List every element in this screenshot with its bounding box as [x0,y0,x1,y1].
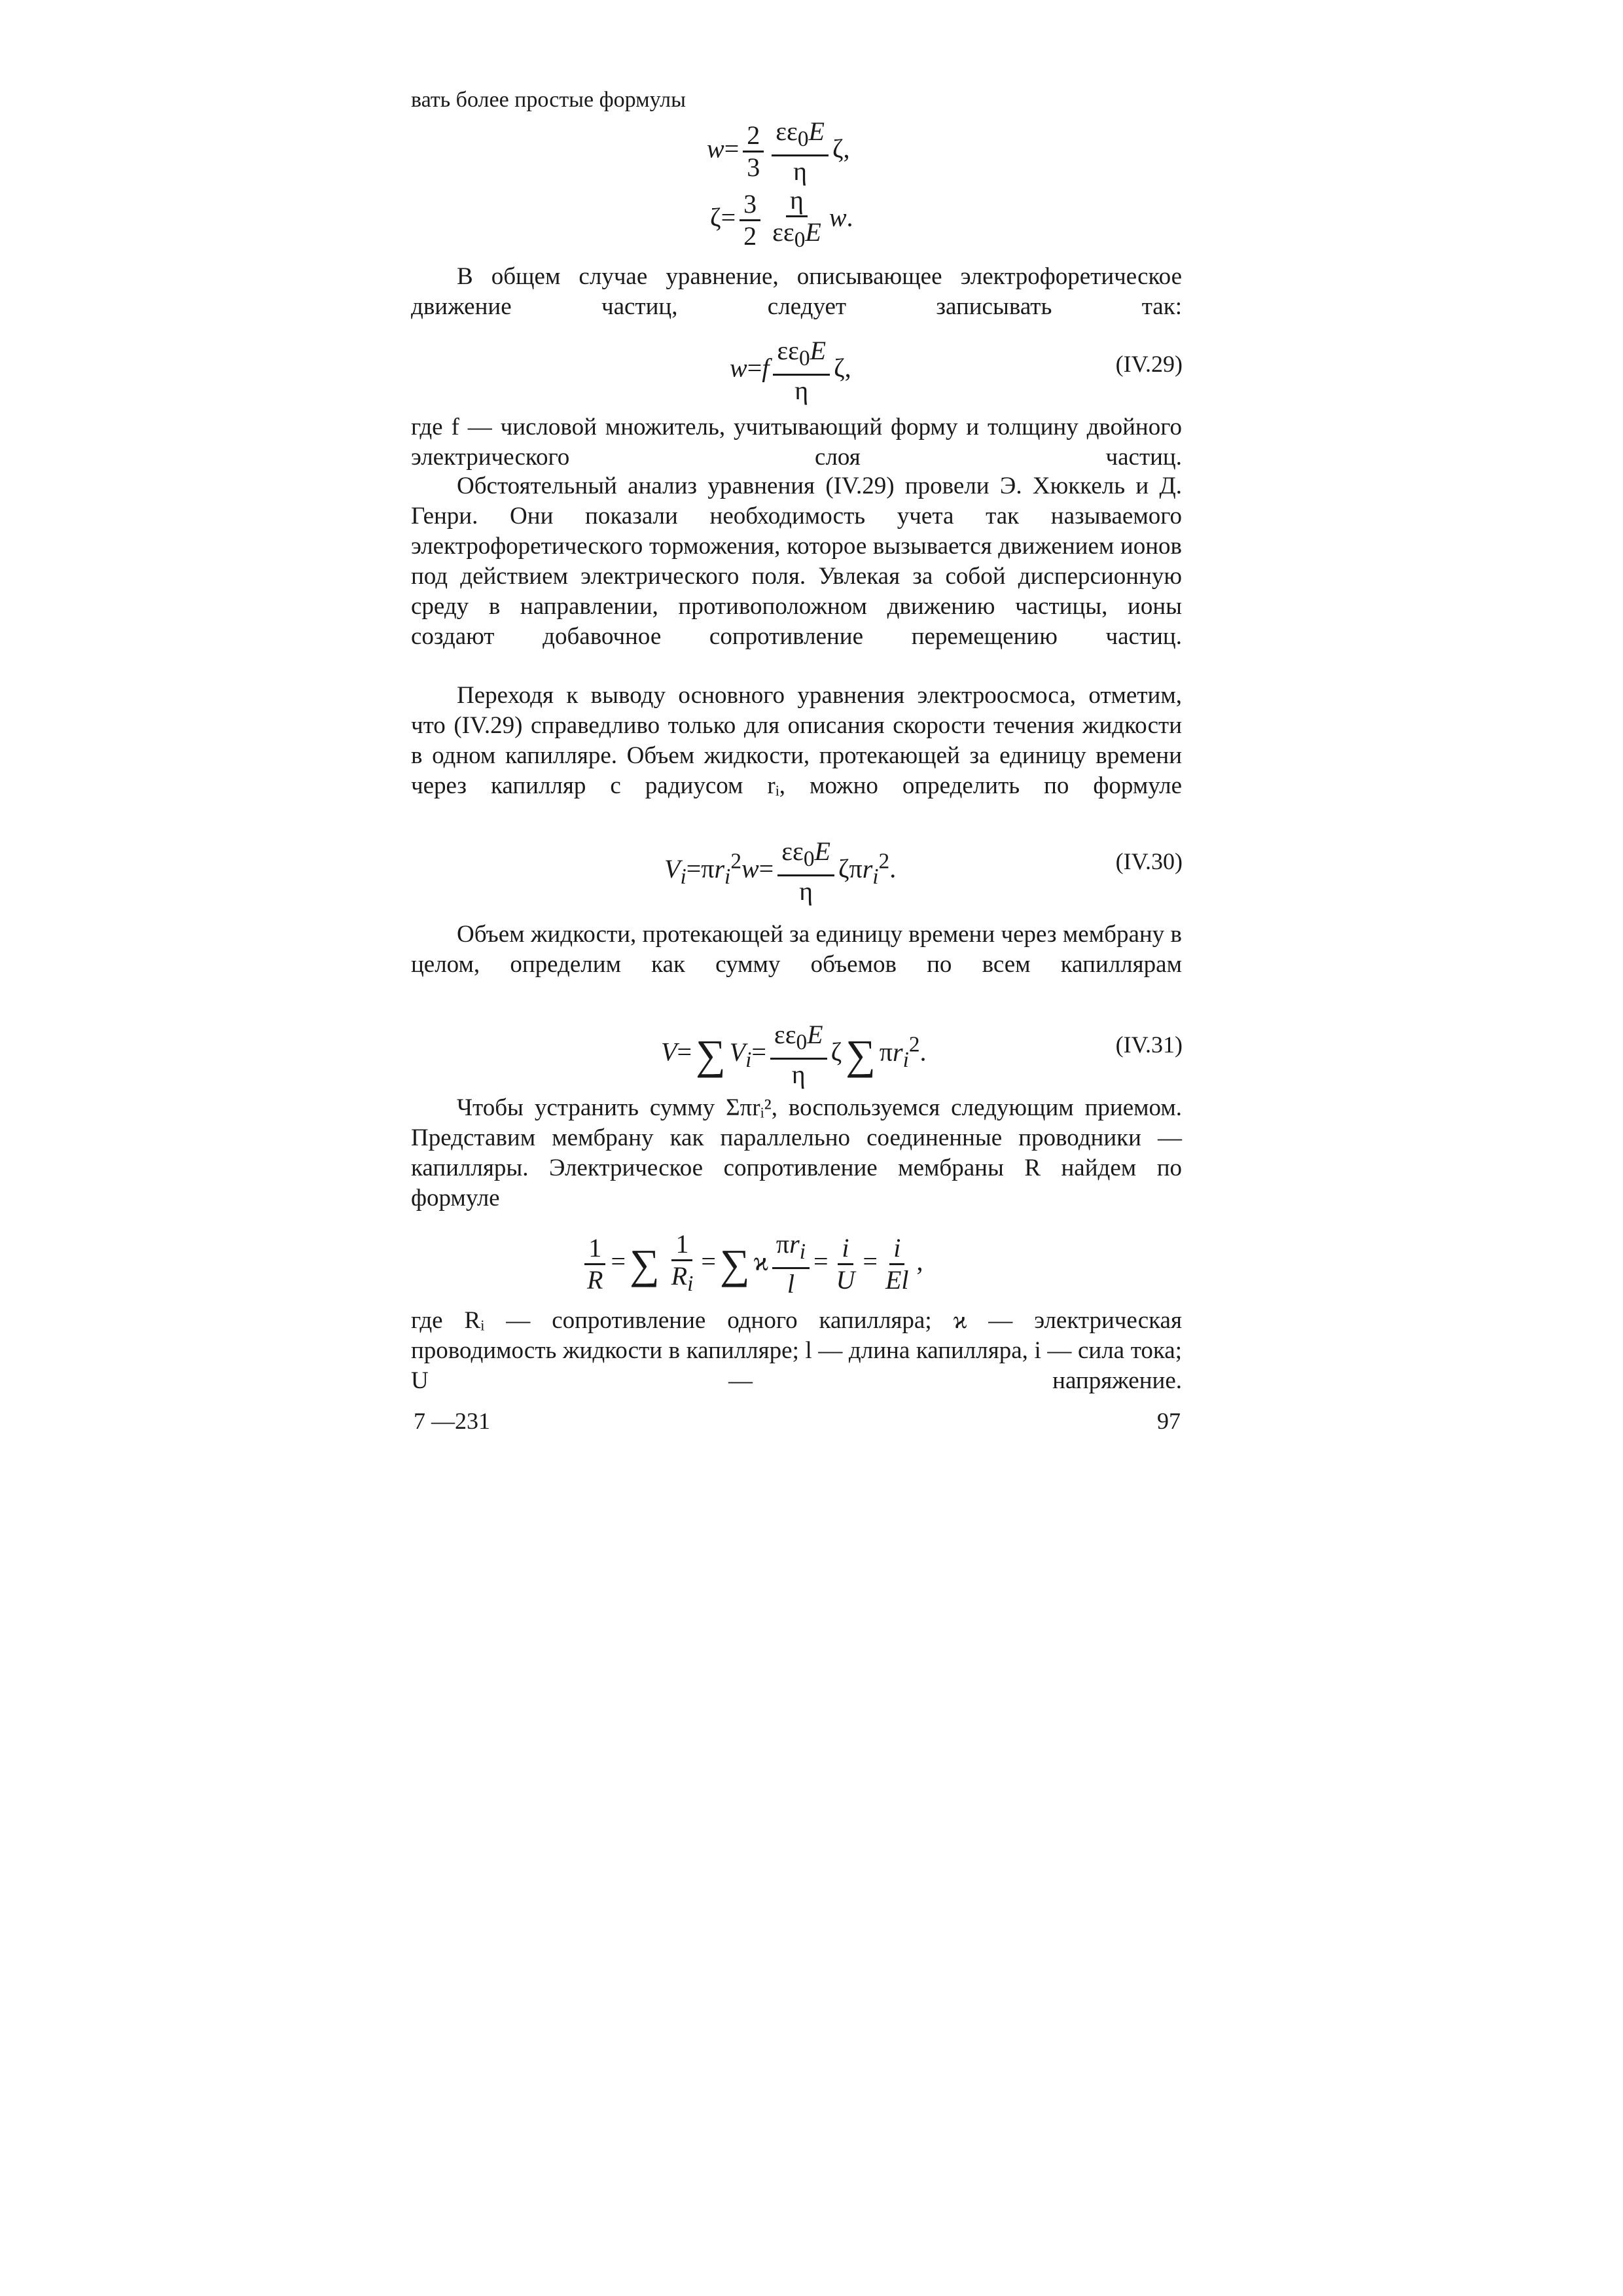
paragraph-f-definition: где f — числовой множитель, учитывающий форму и толщину двойного электрического слоя частиц. [411,414,1182,471]
formula-zeta: ζ= $\frac{3}{2}$ $\frac{\eta}{\varepsilon\varepsilon_0E}$ w. [710,185,853,252]
paragraph-electroosmosis: Переходя к выводу основного уравнения электроосмоса, отметим, что (IV.29) справедливо только для описания скорости течения жидкости в одном капилляре. Объем жидкости, протекающей за единицу времени через капилляр с радиусом rᵢ, можно определить по формуле [411,682,1182,799]
formula-iv30: $V_i=\pi r_i^2w=$ $\frac{\varepsilon\varepsilon_0E}{\eta}$ ζπr$_i^2$. [664,836,897,906]
page-number: 97 [1157,1408,1181,1434]
formula-resistance: $\frac{1}{R}$ =∑ $\frac{1}{R_i}$ =∑ ϰ $\frac{\pi r_i}{l}$ = $\frac{i}{U}$ = $\frac{i}{El}$ , [579,1230,923,1298]
equation-number-iv31: (IV.31) [1115,1031,1183,1058]
equation-number-iv29: (IV.29) [1115,351,1183,377]
signature-mark: 7 —231 [414,1408,490,1434]
formula-w: w= $\frac{2}{3}$ $\frac{\varepsilon\varepsilon_0E}{\eta}$ ζ, [707,117,850,186]
paragraph-membrane-volume: Объем жидкости, протекающей за единицу времени через мембрану в целом, определим как сумму объемов по всем капиллярам [411,921,1182,978]
paragraph-definitions: где Rᵢ — сопротивление одного капилляра; ϰ — электрическая проводимость жидкости в капилляре; l — длина капилляра, i — сила тока; U — напряжение. [411,1307,1182,1394]
paragraph-general-case: В общем случае уравнение, описывающее электрофоретическое движение частиц, следует записывать так: [411,263,1182,320]
equation-number-iv30: (IV.30) [1115,848,1183,874]
paragraph-resistance: Чтобы устранить сумму Σπrᵢ², воспользуемся следующим приемом. Представим мембрану как параллельно соединенные проводники — капилляры. Электрическое сопротивление мембраны R найдем по формуле [411,1094,1182,1211]
formula-iv29: w=f $\frac{\varepsilon\varepsilon_0E}{\eta}$ ζ, [730,336,851,405]
formula-iv31: V=∑ $V_i=$ $\frac{\varepsilon\varepsilon_0E}{\eta}$ ζ∑ $\pi r_i^2$. [661,1020,927,1089]
paragraph-huckel-henry: Обстоятельный анализ уравнения (IV.29) провели Э. Хюккель и Д. Генри. Они показали необходимость учета так называемого электрофоретического торможения, которое вызывается движением ионов под действием электрического поля. Увлекая за собой дисперсионную среду в направлении, противоположном движению частицы, ионы создают добавочное сопротивление перемещению частиц. [411,473,1182,650]
intro-line: вать более простые формулы [411,88,686,112]
